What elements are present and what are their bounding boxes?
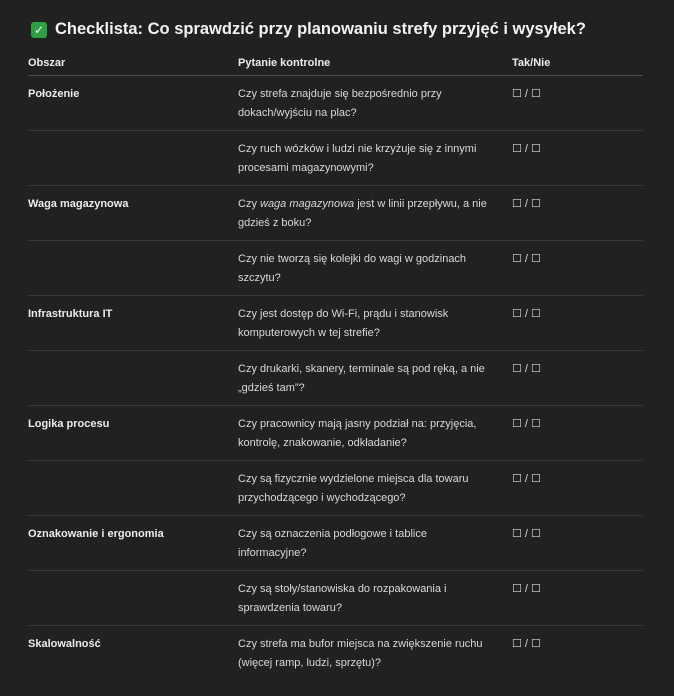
question-cell: Czy pracownicy mają jasny podział na: przyjęcia, kontrolę, znakowanie, odkładanie? <box>238 406 512 461</box>
table-row <box>28 571 643 626</box>
question-cell: Czy drukarki, skanery, terminale są pod ręką, a nie „gdzieś tam”? <box>238 351 512 406</box>
question-cell: Czy strefa ma bufor miejsca na zwiększenie ruchu (więcej ramp, ludzi, sprzętu)? <box>238 638 483 669</box>
question-cell: Czy są stoły/stanowiska do rozpakowania i sprawdzenia towaru? <box>238 571 512 626</box>
yes-no-checkbox-cell[interactable]: ☐ / ☐ <box>512 186 643 241</box>
yes-no-checkbox-cell[interactable]: ☐ / ☐ <box>512 406 643 461</box>
area-cell: Oznakowanie i ergonomia <box>28 516 238 571</box>
area-cell: Infrastruktura IT <box>28 296 238 351</box>
yes-no-checkbox-cell[interactable]: ☐ / ☐ <box>512 571 643 626</box>
yes-no-checkbox-cell[interactable]: ☐ / ☐ <box>512 351 643 406</box>
checklist-table <box>28 50 643 681</box>
question-text: jest w linii przepływu, a nie gdzieś z boku? <box>238 198 487 229</box>
question-emphasis: waga magazynowa <box>260 198 355 210</box>
question-cell: Czy są fizycznie wydzielone miejsca dla towaru przychodzącego i wychodzącego? <box>238 461 512 516</box>
area-cell: Skalowalność <box>28 638 101 650</box>
yes-no-checkbox-cell[interactable]: ☐ / ☐ <box>512 131 643 186</box>
area-cell <box>28 571 238 626</box>
yes-no-checkbox-cell[interactable]: ☐ / ☐ <box>512 461 643 516</box>
area-cell: Waga magazynowa <box>28 186 238 241</box>
table-row <box>28 626 643 681</box>
page-title: Checklista: Co sprawdzić przy planowaniu strefy przyjęć i wysyłek? <box>55 20 586 38</box>
yes-no-checkbox-cell[interactable]: ☐ / ☐ <box>512 241 643 296</box>
table-row <box>28 296 643 351</box>
table-row <box>28 241 643 296</box>
page-title-row <box>31 20 586 39</box>
yes-no-checkbox-cell[interactable]: ☐ / ☐ <box>512 516 643 571</box>
table-row <box>28 131 643 186</box>
area-cell <box>28 131 238 186</box>
check-mark-button-icon: ✓ <box>31 22 47 38</box>
table-header-row <box>28 50 643 76</box>
question-text: Czy <box>238 198 260 210</box>
table-row <box>28 461 643 516</box>
yes-no-checkbox-cell[interactable]: ☐ / ☐ <box>512 638 541 650</box>
area-cell <box>28 461 238 516</box>
question-cell: Czy nie tworzą się kolejki do wagi w godzinach szczytu? <box>238 241 512 296</box>
table-row <box>28 516 643 571</box>
table-row <box>28 351 643 406</box>
column-header-question: Pytanie kontrolne <box>238 50 512 76</box>
area-cell: Logika procesu <box>28 406 238 461</box>
question-cell: Czy strefa znajduje się bezpośrednio przy dokach/wyjściu na plac? <box>238 76 512 131</box>
table-row <box>28 406 643 461</box>
yes-no-checkbox-cell[interactable]: ☐ / ☐ <box>512 76 643 131</box>
column-header-area: Obszar <box>28 50 238 76</box>
question-cell <box>238 186 512 241</box>
question-cell: Czy są oznaczenia podłogowe i tablice informacyjne? <box>238 516 512 571</box>
area-cell <box>28 351 238 406</box>
area-cell: Położenie <box>28 76 238 131</box>
table-row <box>28 186 643 241</box>
question-cell: Czy ruch wózków i ludzi nie krzyżuje się z innymi procesami magazynowymi? <box>238 131 512 186</box>
yes-no-checkbox-cell[interactable]: ☐ / ☐ <box>512 296 643 351</box>
area-cell <box>28 241 238 296</box>
column-header-answer: Tak/Nie <box>512 50 643 76</box>
table-row <box>28 76 643 131</box>
question-cell: Czy jest dostęp do Wi-Fi, prądu i stanowisk komputerowych w tej strefie? <box>238 296 512 351</box>
